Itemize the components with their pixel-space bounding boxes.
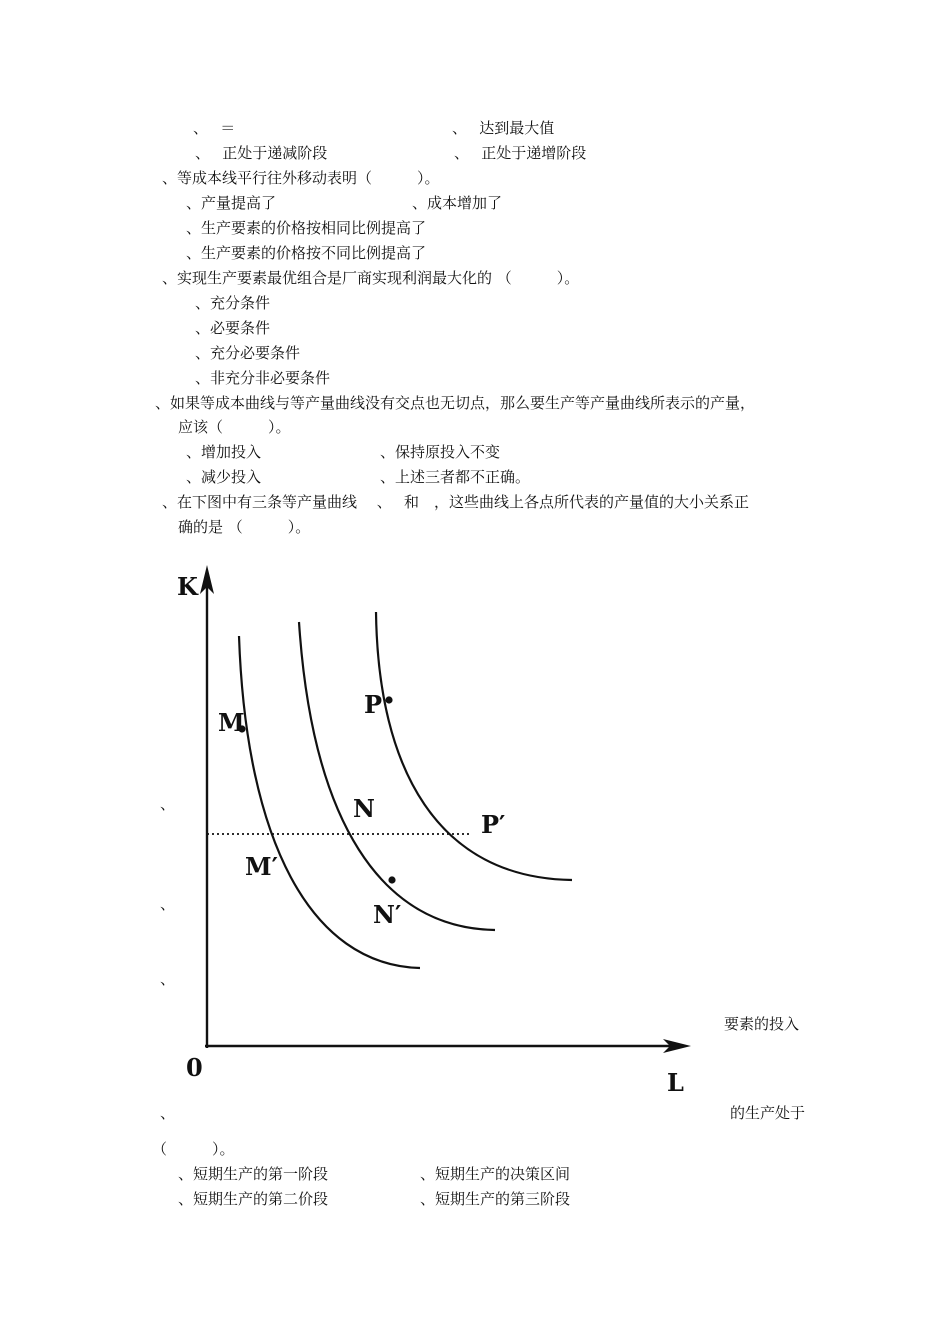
- option-nointersect-c: 、减少投入: [186, 468, 262, 486]
- label-P: P: [364, 690, 383, 719]
- axis-label-K: K: [177, 572, 198, 601]
- question-last-paren: （ ）。: [152, 1140, 235, 1158]
- option-line-2b: 、 正处于递增阶段: [454, 144, 587, 162]
- isoquant-curve-Q2: [299, 622, 495, 930]
- question-nointersect-line1: 、如果等成本曲线与等产量曲线没有交点也无切点，那么要生产等产量曲线所表示的产量，: [155, 394, 756, 412]
- label-M: M: [218, 708, 245, 737]
- question-optimal: 、实现生产要素最优组合是厂商实现利润最大化的 （ ）。: [162, 269, 580, 287]
- label-N-prime: N′: [373, 900, 402, 929]
- option-line-1a: 、 ＝: [193, 119, 236, 137]
- option-isocost-d: 、生产要素的价格按不同比例提高了: [186, 244, 427, 262]
- question-figure-line1: 、在下图中有三条等产量曲线 、 和 ，这些曲线上各点所代表的产量值的大小关系正: [162, 493, 750, 511]
- point-N-prime: [388, 876, 395, 883]
- option-line-1b: 、 达到最大值: [452, 119, 555, 137]
- option-line-2a: 、 正处于递减阶段: [195, 144, 328, 162]
- label-M-prime: M′: [245, 852, 278, 881]
- right-fragment-1: 要素的投入: [724, 1015, 800, 1033]
- option-optimal-a: 、充分条件: [195, 294, 271, 312]
- question-nointersect-line2: 应该（ ）。: [178, 418, 291, 436]
- question-figure-line2: 确的是 （ ）。: [178, 518, 311, 536]
- option-nointersect-a: 、增加投入: [186, 443, 262, 461]
- label-N: N: [353, 794, 375, 823]
- option-nointersect-b: 、保持原投入不变: [380, 443, 501, 461]
- option-isocost-a: 、产量提高了: [186, 194, 277, 212]
- question-last-prefix: 、: [160, 1104, 176, 1122]
- label-P-prime: P′: [481, 810, 506, 839]
- option-isocost-b: 、成本增加了: [412, 194, 503, 212]
- option-last-c: 、短期生产的第二价段: [178, 1190, 329, 1208]
- question-isocost: 、等成本线平行往外移动表明（ ）。: [162, 169, 440, 187]
- point-P: [385, 696, 392, 703]
- option-last-b: 、短期生产的决策区间: [420, 1165, 571, 1183]
- option-last-a: 、短期生产的第一阶段: [178, 1165, 329, 1183]
- side-mark-3: 、: [160, 970, 176, 988]
- option-optimal-c: 、充分必要条件: [195, 344, 301, 362]
- option-isocost-c: 、生产要素的价格按相同比例提高了: [186, 219, 427, 237]
- side-mark-1: 、: [160, 795, 176, 813]
- option-optimal-d: 、非充分非必要条件: [195, 369, 331, 387]
- origin-label: 0: [186, 1053, 203, 1082]
- option-nointersect-d: 、上述三者都不正确。: [380, 468, 531, 486]
- isoquant-curve-Q3: [376, 612, 572, 880]
- axis-label-L: L: [667, 1068, 684, 1097]
- option-optimal-b: 、必要条件: [195, 319, 271, 337]
- option-last-d: 、短期生产的第三阶段: [420, 1190, 571, 1208]
- side-mark-2: 、: [160, 895, 176, 913]
- right-fragment-2: 的生产处于: [730, 1104, 806, 1122]
